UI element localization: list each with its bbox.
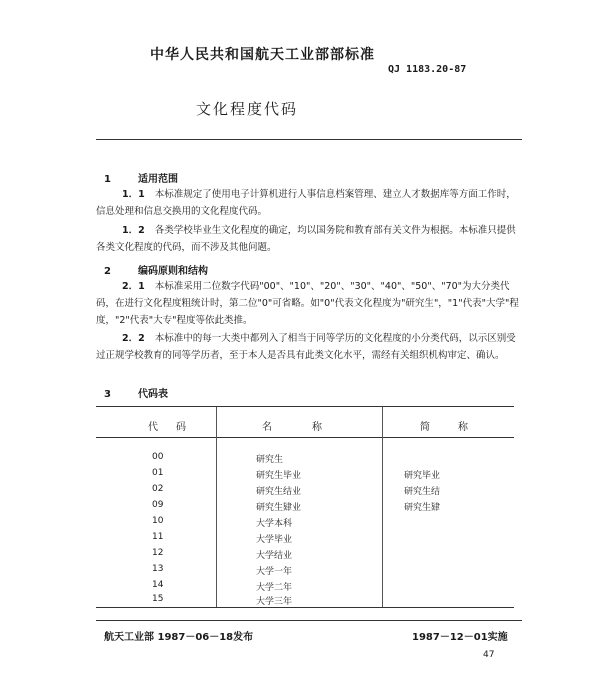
row-code: 01: [152, 468, 164, 478]
row-name: 研究生肄业: [256, 503, 302, 513]
table-header-rule: [96, 437, 514, 438]
row-name: 大学本科: [256, 519, 293, 529]
row-code: 11: [152, 532, 164, 542]
row-name: 大学二年: [256, 583, 293, 593]
page-number: 47: [483, 650, 495, 660]
row-name: 研究生毕业: [256, 471, 302, 481]
row-abbr: 研究毕业: [404, 471, 441, 481]
header-rule: [96, 139, 522, 140]
paragraph-number: 1．2: [122, 225, 145, 236]
section-title: 代码表: [138, 389, 168, 400]
section-number: 1: [104, 174, 111, 185]
row-code: 02: [152, 484, 164, 494]
table-top-rule: [96, 406, 514, 407]
header-name: 名称: [262, 422, 362, 433]
row-abbr: 研究生肄: [404, 503, 441, 513]
table-divider: [216, 407, 217, 437]
row-code: 00: [152, 452, 164, 462]
paragraph-1-2: [96, 222, 522, 256]
paragraph-number: 2．2: [122, 333, 145, 344]
paragraph-text: 本标准采用二位数字代码"00"、"10"、"20"、"30"、"40"、"50"、"70"为大分类代码，在进行文化程度粗统计时，第二位"0"可省略。如"0"代表文化程度为"研究生"，"1"代表"大学"程度，"2"代表"大专"程度等依此类推。: [96, 281, 519, 326]
row-name: 大学一年: [256, 567, 293, 577]
paragraph-number: 1．1: [122, 189, 145, 200]
effective-date: 1987－12－01实施: [412, 632, 508, 643]
table-bottom-rule: [96, 607, 514, 608]
section-number: 2: [104, 266, 111, 277]
paragraph-1-1: [96, 186, 522, 220]
paragraph-number: 2．1: [122, 281, 145, 292]
row-code: 13: [152, 564, 164, 574]
document-title: 文化程度代码: [196, 100, 299, 118]
section-title: 适用范围: [138, 174, 178, 185]
section-1-heading: [104, 170, 178, 185]
footer-rule: [96, 620, 522, 621]
section-number: 3: [104, 389, 111, 400]
table-divider: [382, 437, 383, 607]
row-code: 14: [152, 580, 164, 590]
header-abbr: 简称: [420, 422, 496, 433]
row-name: 研究生: [256, 455, 284, 465]
standard-number: QJ 1183.20-87: [388, 64, 467, 75]
row-code: 09: [152, 500, 164, 510]
paragraph-2-2: [96, 330, 522, 364]
row-code: 15: [152, 594, 164, 604]
paragraph-text: 本标准中的每一大类中都列入了相当于同等学历的文化程度的小分类代码，以示区别受过正规学校教育的同等学历者，至于本人是否具有此类文化水平，需经有关组织机构审定、确认。: [96, 333, 516, 361]
header-code: 代码: [148, 422, 204, 433]
issue-date: 航天工业部 1987－06－18发布: [104, 632, 254, 643]
paragraph-text: 本标准规定了使用电子计算机进行人事信息档案管理、建立人才数据库等方面工作时，信息处理和信息交换用的文化程度代码。: [96, 189, 516, 217]
table-divider: [216, 437, 217, 607]
issuer-title: 中华人民共和国航天工业部部标准: [150, 47, 375, 63]
section-2-heading: [104, 262, 208, 277]
row-code: 12: [152, 548, 164, 558]
row-name: 研究生结业: [256, 487, 302, 497]
row-code: 10: [152, 516, 164, 526]
row-abbr: 研究生结: [404, 487, 441, 497]
row-name: 大学三年: [256, 597, 293, 607]
section-3-heading: [104, 385, 168, 400]
table-divider: [382, 407, 383, 437]
row-name: 大学毕业: [256, 535, 293, 545]
paragraph-2-1: [96, 278, 522, 329]
section-title: 编码原则和结构: [138, 266, 208, 277]
paragraph-text: 各类学校毕业生文化程度的确定，均以国务院和教育部有关文件为根据。本标准只提供各类文化程度的代码，而不涉及其他问题。: [96, 225, 516, 253]
row-name: 大学结业: [256, 551, 293, 561]
